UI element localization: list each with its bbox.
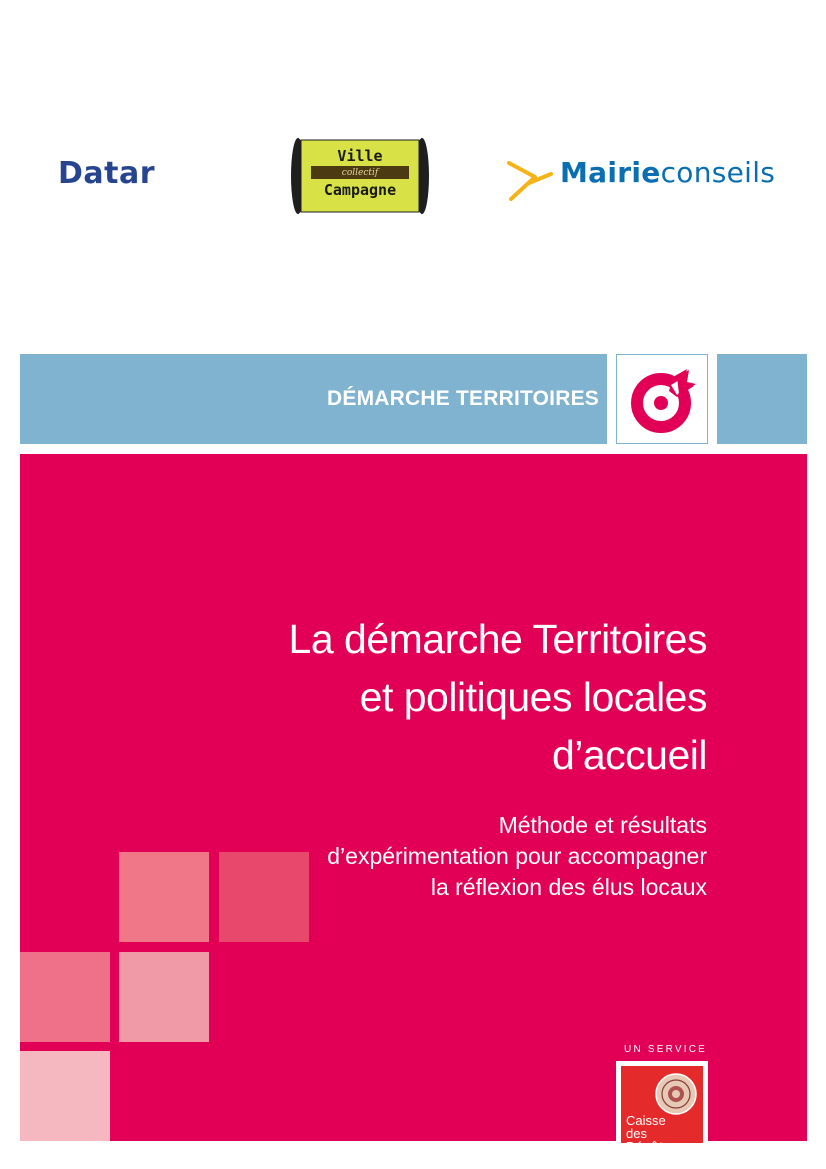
cover-subtitle-line: d’expérimentation pour accompagner <box>327 843 707 869</box>
cover-subtitle-line: la réflexion des élus locaux <box>430 874 707 900</box>
caisse-des-depots-line2 <box>626 1127 670 1153</box>
decorative-square <box>20 952 110 1042</box>
cover-title-line: d’accueil <box>551 732 707 778</box>
ville-campagne-top-word: Ville <box>337 147 383 165</box>
caisse-des-depots-name <box>626 1114 670 1153</box>
decorative-square <box>20 1051 110 1141</box>
caisse-des-depots-logo <box>616 1061 708 1154</box>
target-logo-box <box>616 354 708 444</box>
series-title: DÉMARCHE TERRITOIRES <box>327 387 599 410</box>
cover-subtitle <box>147 810 707 903</box>
caisse-des-depots-depots: Dépôts <box>626 1139 671 1154</box>
caisse-des-depots-line1: Caisse <box>626 1113 666 1128</box>
mairieconseils-logo <box>560 156 775 189</box>
target-icon <box>617 355 707 443</box>
caisse-des-depots-seal-icon <box>654 1072 698 1116</box>
mairieconseils-chevron-icon <box>507 161 553 201</box>
cover-panel <box>20 454 807 1154</box>
ville-campagne-logo <box>289 136 431 216</box>
mairieconseils-logo-bold: Mairie <box>560 156 661 189</box>
datar-logo: Datar <box>58 156 156 191</box>
ville-campagne-bottom-word: Campagne <box>323 181 397 199</box>
mairieconseils-logo-light: conseils <box>660 156 776 189</box>
cover-title <box>147 610 707 784</box>
cover-title-line: et politiques locales <box>359 674 707 720</box>
decorative-square <box>119 952 209 1042</box>
cover-title-line: La démarche Territoires <box>288 616 707 662</box>
ville-campagne-middle-word: collectif <box>341 168 379 178</box>
series-band <box>20 354 607 444</box>
publisher-label: UN SERVICE <box>624 1044 707 1055</box>
cover-subtitle-line: Méthode et résultats <box>498 812 707 838</box>
caisse-des-depots-des: des <box>626 1126 647 1141</box>
band-end-block <box>717 354 807 444</box>
